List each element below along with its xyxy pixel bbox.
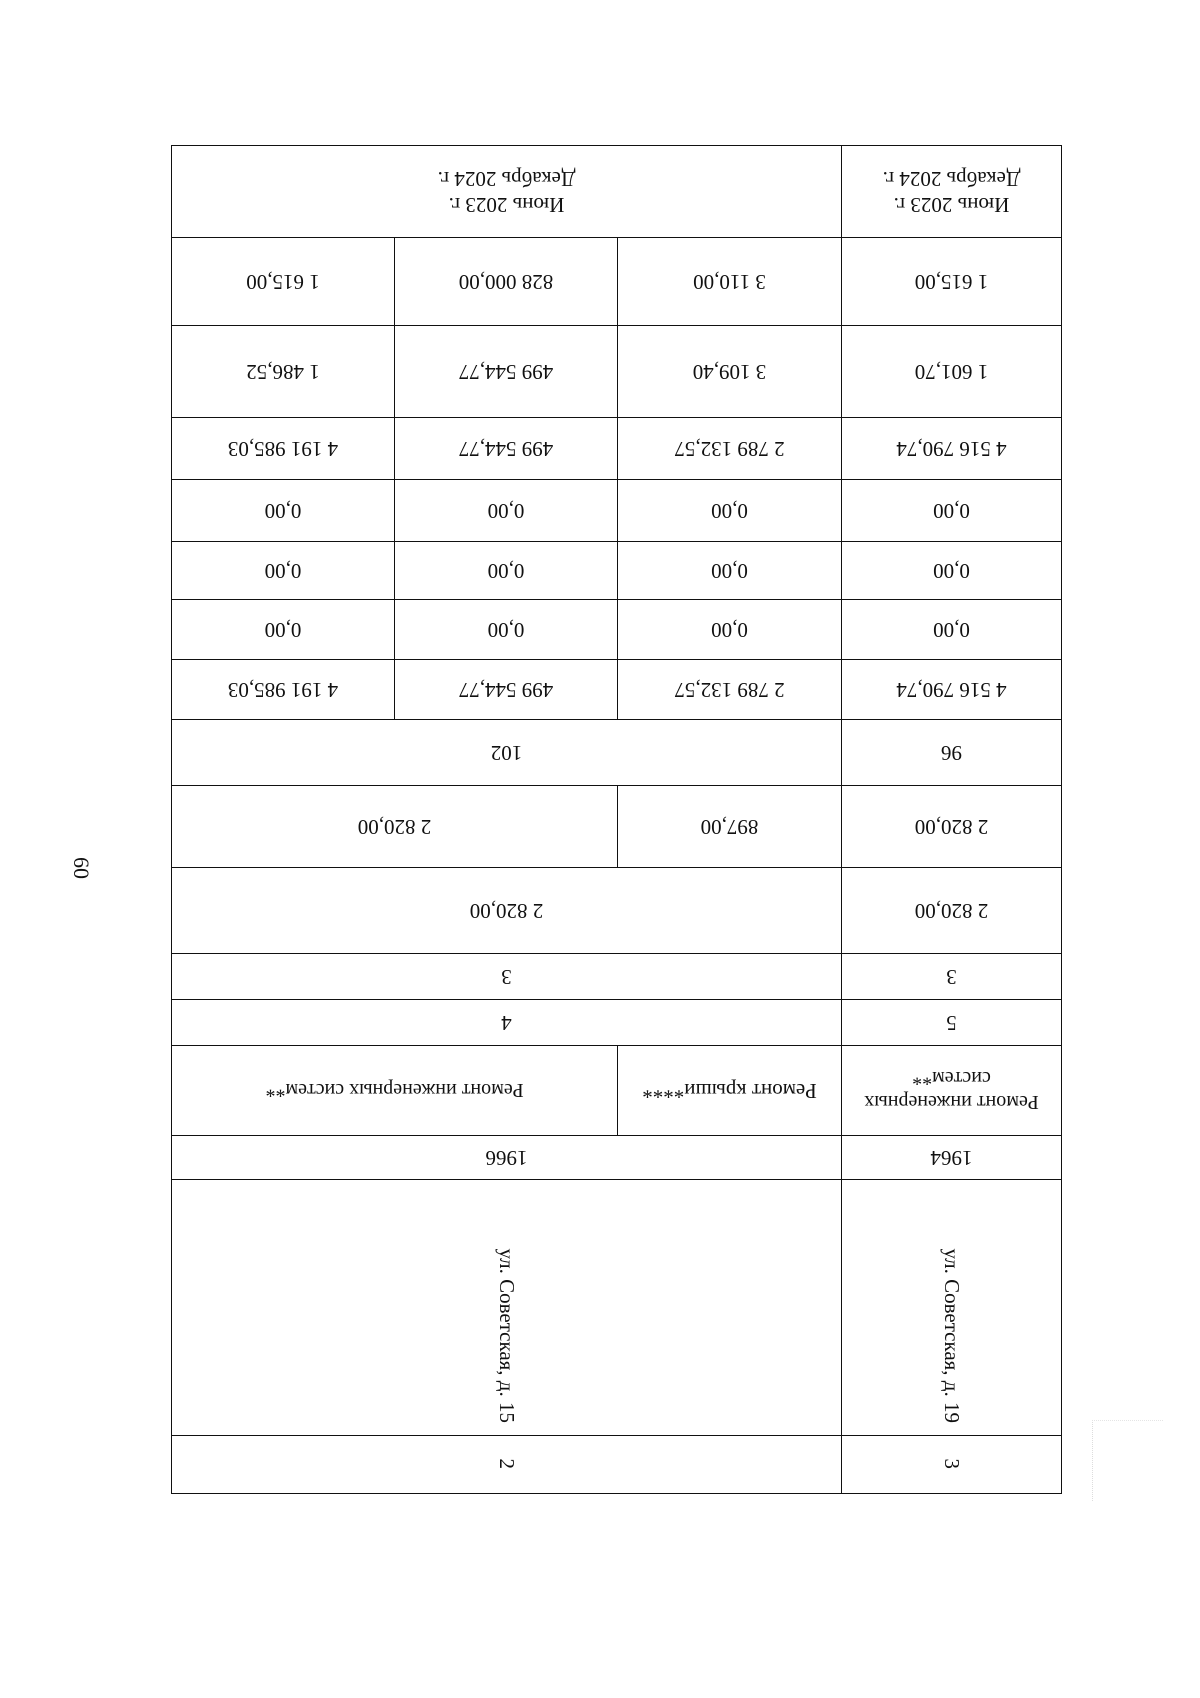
cell-row-h-4: 0,00: [171, 542, 394, 600]
cell-row-m-19: [842, 146, 1062, 238]
cell-row-a-15: 4: [171, 1000, 841, 1046]
cell-row-k-1: 1 601,70: [842, 326, 1062, 418]
cell-row-l-3: 828 000,00: [395, 238, 618, 326]
table-frame: [172, 146, 1062, 1494]
cell-row-c-19: 2 820,00: [842, 868, 1062, 954]
cell-year-1964: 1964: [842, 1136, 1062, 1180]
cell-row-b-19: 3: [842, 954, 1062, 1000]
table-row: [171, 600, 1061, 660]
table-row: [171, 868, 1061, 954]
cell-row-h-3: 0,00: [395, 542, 618, 600]
cell-row-g-2: 0,00: [618, 480, 842, 542]
page-number: 60: [69, 857, 94, 879]
table-row: [171, 786, 1061, 868]
cell-row-e-19: 96: [842, 720, 1062, 786]
table-row: [171, 418, 1061, 480]
cell-row-f-3: 499 544,77: [395, 418, 618, 480]
cell-address-15: [171, 1180, 841, 1436]
table-row: [171, 720, 1061, 786]
cell-row-m-15-line: Декабрь 2024 г.: [437, 167, 576, 192]
table-row: [171, 954, 1061, 1000]
cell-row-h-2: 0,00: [618, 542, 842, 600]
cell-address-19: [842, 1180, 1062, 1436]
table-row: [171, 238, 1061, 326]
table-row: [171, 1436, 1061, 1494]
cell-row-m-19-line: Июнь 2023 г.: [893, 192, 1010, 217]
cell-row-e-15: 102: [171, 720, 841, 786]
cell-work-type-roof: Ремонт крыши****: [618, 1046, 842, 1136]
cell-row-m-15-line: Июнь 2023 г.: [448, 192, 565, 217]
table-row: [171, 660, 1061, 720]
cell-address-19-text: ул. Советская, д. 19: [940, 1248, 965, 1423]
cell-number-3-text: 3: [940, 1458, 965, 1469]
table-row: [171, 1136, 1061, 1180]
table-row: [171, 326, 1061, 418]
cell-row-f-1: 4 516 790,74: [842, 418, 1062, 480]
cell-row-f-2: 2 789 132,57: [618, 418, 842, 480]
cell-row-l-4: 1 615,00: [171, 238, 394, 326]
cell-row-d-19: 2 820,00: [842, 786, 1062, 868]
cell-year-1966: 1966: [171, 1136, 841, 1180]
cell-work-type-15: Ремонт инженерных систем**: [171, 1046, 617, 1136]
cell-row-m-15: [171, 146, 841, 238]
table-row: [171, 480, 1061, 542]
cell-row-m-19-line: Декабрь 2024 г.: [882, 167, 1021, 192]
cell-address-15-text: ул. Советская, д. 15: [495, 1248, 520, 1423]
cell-row-j-3: 499 544,77: [395, 660, 618, 720]
cell-row-d-15: 2 820,00: [171, 786, 617, 868]
cell-row-b-15: 3: [171, 954, 841, 1000]
scan-artifact: [1092, 1420, 1163, 1501]
cell-work-type-19: Ремонт инженерных систем**: [842, 1046, 1062, 1136]
cell-row-k-2: 3 109,40: [618, 326, 842, 418]
cell-row-g-4: 0,00: [171, 480, 394, 542]
cell-row-l-1: 1 615,00: [842, 238, 1062, 326]
cell-row-h-1: 0,00: [842, 542, 1062, 600]
cell-row-g-1: 0,00: [842, 480, 1062, 542]
cell-row-j-1: 4 516 790,74: [842, 660, 1062, 720]
cell-row-i-3: 0,00: [395, 600, 618, 660]
cell-row-g-3: 0,00: [395, 480, 618, 542]
cell-row-d-roof: 897,00: [618, 786, 842, 868]
cell-number-2-text: 2: [495, 1458, 520, 1469]
cell-number-2: [171, 1436, 841, 1494]
table-row: [171, 146, 1061, 238]
cell-row-i-1: 0,00: [842, 600, 1062, 660]
cell-row-a-19: 5: [842, 1000, 1062, 1046]
cell-row-l-2: 3 110,00: [618, 238, 842, 326]
cell-row-k-3: 499 544,77: [395, 326, 618, 418]
rotated-table-container: [172, 146, 1062, 1494]
cell-row-j-4: 4 191 985,03: [171, 660, 394, 720]
table-row: [171, 542, 1061, 600]
data-table: [171, 145, 1062, 1494]
table-row: [171, 1000, 1061, 1046]
cell-row-k-4: 1 486,52: [171, 326, 394, 418]
table-row: [171, 1180, 1061, 1436]
cell-row-j-2: 2 789 132,57: [618, 660, 842, 720]
cell-row-i-2: 0,00: [618, 600, 842, 660]
cell-number-3: [842, 1436, 1062, 1494]
cell-row-c-15: 2 820,00: [171, 868, 841, 954]
cell-row-f-4: 4 191 985,03: [171, 418, 394, 480]
table-row: [171, 1046, 1061, 1136]
cell-row-i-4: 0,00: [171, 600, 394, 660]
